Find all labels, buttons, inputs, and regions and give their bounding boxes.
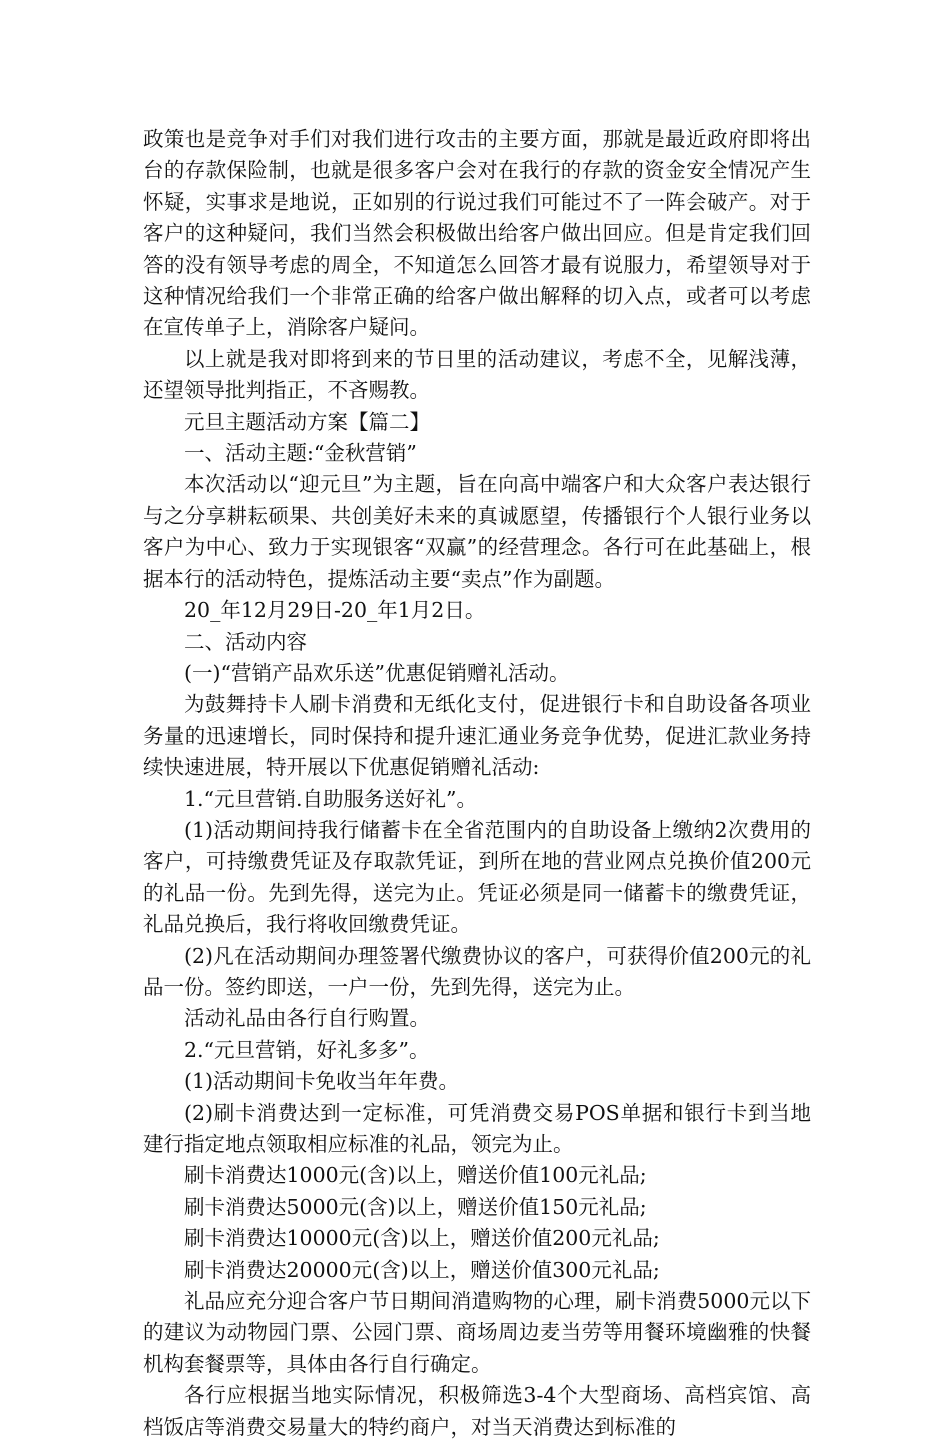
list-item: 刷卡消费达10000元(含)以上，赠送价值200元礼品; (184, 1226, 660, 1251)
paragraph: 为鼓舞持卡人刷卡消费和无纸化支付，促进银行卡和自助设备各项业务量的迅速增长，同时保持和提升速汇通业务竞争优势，促进汇款业务持续快速进展，特开展以下优惠促销赠礼活动: (143, 692, 811, 780)
list-item: 刷卡消费达20000元(含)以上，赠送价值300元礼品; (184, 1257, 660, 1282)
section-heading: 一、活动主题:“金秋营销” (184, 441, 417, 466)
paragraph: 礼品应充分迎合客户节日期间消遣购物的心理，刷卡消费5000元以下的建议为动物园门票、公园门票、商场周边麦当劳等用餐环境幽雅的快餐机构套餐票等，具体由各行自行确定。 (143, 1289, 811, 1376)
list-item: 2.“元旦营销，好礼多多”。 (184, 1037, 430, 1062)
paragraph: 本次活动以“迎元旦”为主题，旨在向高中端客户和大众客户表达银行与之分享耕耘硕果、共创美好未来的真诚愿望，传播银行个人银行业务以客户为中心、致力于实现银客“双赢”的经营理念。各行可在此基础上，根据本行的活动特色，提炼活动主要“卖点”作为副题。 (143, 472, 811, 591)
section-heading: 二、活动内容 (184, 629, 307, 654)
section-heading: 元旦主题活动方案【篇二】 (184, 409, 430, 434)
list-item: (1)活动期间卡免收当年年费。 (184, 1069, 460, 1094)
list-item: (1)活动期间持我行储蓄卡在全省范围内的自助设备上缴纳2次费用的客户，可持缴费凭证及存取款凭证，到所在地的营业网点兑换价值200元的礼品一份。先到先得，送完为止。凭证必须是同一储蓄卡的缴费凭证，礼品兑换后，我行将收回缴费凭证。 (143, 817, 811, 937)
paragraph: 各行应根据当地实际情况，积极筛选3-4个大型商场、高档宾馆、高档饭店等消费交易量大的特约商户，对当天消费达到标准的 (143, 1383, 811, 1439)
list-item: 刷卡消费达5000元(含)以上，赠送价值150元礼品; (184, 1194, 647, 1219)
paragraph: 以上就是我对即将到来的节日里的活动建议，考虑不全，见解浅薄，还望领导批判指正，不吝赐教。 (143, 346, 811, 403)
document-body (143, 124, 811, 1443)
list-item: 刷卡消费达1000元(含)以上，赠送价值100元礼品; (184, 1163, 647, 1188)
list-item: (2)刷卡消费达到一定标准，可凭消费交易POS单据和银行卡到当地建行指定地点领取相应标准的礼品，领完为止。 (143, 1100, 811, 1156)
paragraph: 20_年12月29日-20_年1月2日。 (184, 598, 486, 623)
list-item: 1.“元旦营销.自助服务送好礼”。 (184, 786, 478, 811)
list-item: (2)凡在活动期间办理签署代缴费协议的客户，可获得价值200元的礼品一份。签约即送，一户一份，先到先得，送完为止。 (143, 943, 811, 999)
paragraph: 政策也是竞争对手们对我们进行攻击的主要方面，那就是最近政府即将出台的存款保险制，也就是很多客户会对在我行的存款的资金安全情况产生怀疑，实事求是地说，正如别的行说过我们可能过不了一阵会破产。对于客户的这种疑问，我们当然会积极做出给客户做出回应。但是肯定我们回答的没有领导考虑的周全，不知道怎么回答才最有说服力，希望领导对于这种情况给我们一个非常正确的给客户做出解释的切入点，或者可以考虑在宣传单子上，消除客户疑问。 (143, 127, 811, 340)
paragraph: 活动礼品由各行自行购置。 (184, 1006, 430, 1031)
section-heading: (一)“营销产品欢乐送”优惠促销赠礼活动。 (184, 660, 570, 685)
